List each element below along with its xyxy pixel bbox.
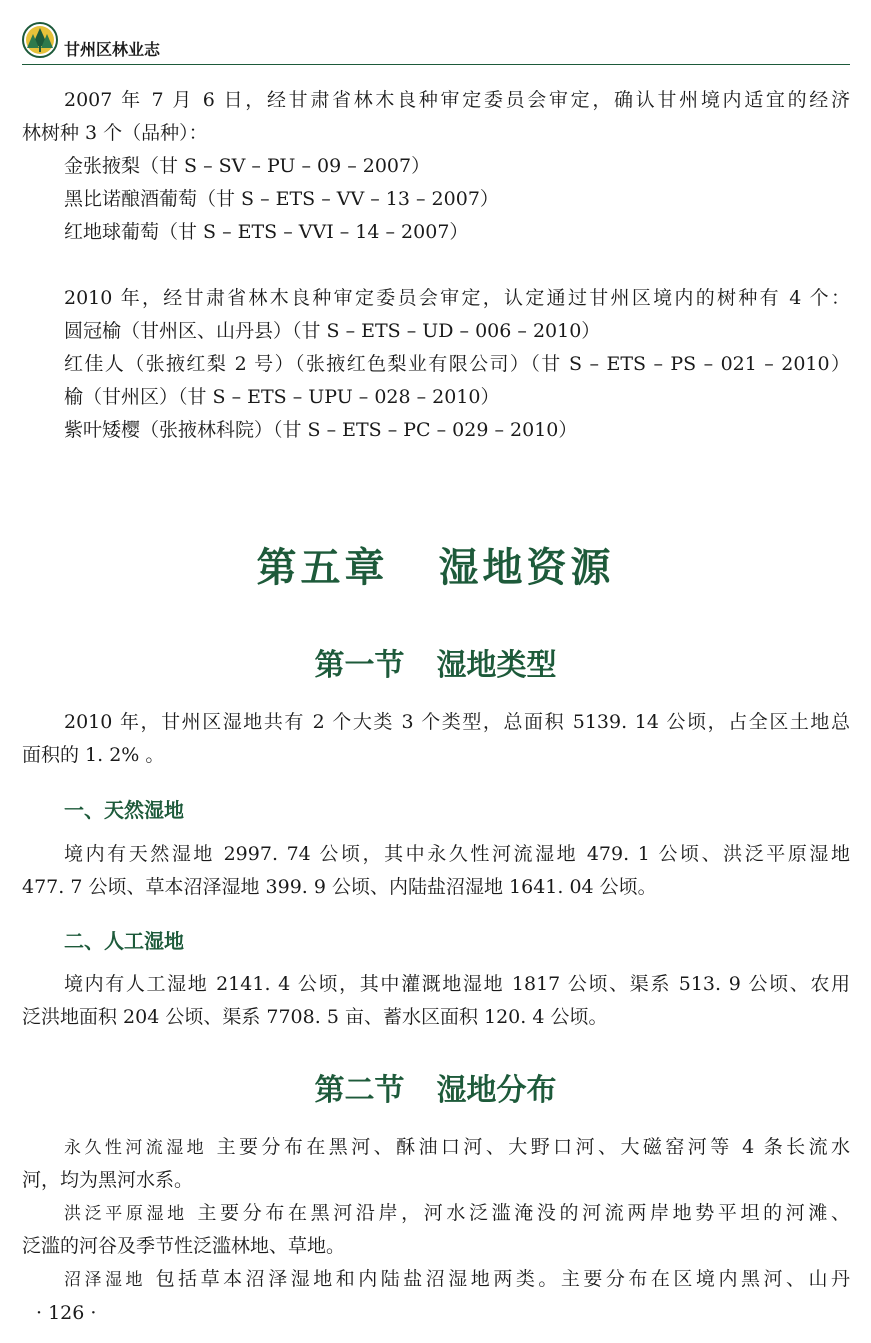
chapter-number: 第五章 (256, 545, 389, 591)
section-title: 湿地分布 (436, 1073, 557, 1108)
paragraph-line: 林树种 3 个（品种）： (22, 122, 208, 144)
section-number: 第二节 (314, 1073, 405, 1108)
term-label: 永久性河流湿地 (64, 1138, 208, 1158)
paragraph-line: 泛滥的河谷及季节性泛滥林地、草地。 (22, 1235, 346, 1257)
list-item: 圆冠榆（甘州区、山丹县）（甘 S – ETS – UD – 006 – 2010） (64, 320, 601, 342)
forest-logo-icon (22, 22, 58, 58)
paragraph-line: 境内有人工湿地 2141. 4 公顷，其中灌溉地湿地 1817 公顷、渠系 513. 9 公顷、农用 (64, 973, 850, 995)
term-text: 主要分布在黑河沿岸，河水泛滥淹没的河流两岸地势平坦的河滩、 (197, 1202, 850, 1224)
section-heading (0, 640, 871, 684)
paragraph-line: 泛洪地面积 204 公顷、渠系 7708. 5 亩、蓄水区面积 120. 4 公顷。 (22, 1006, 608, 1028)
list-item: 红佳人（张掖红梨 2 号）（张掖红色梨业有限公司）（甘 S – ETS – PS – 021 – 2010） (64, 353, 850, 375)
paragraph-line: 面积的 1. 2% 。 (22, 744, 165, 766)
paragraph-line: 2007 年 7 月 6 日，经甘肃省林木良种审定委员会审定，确认甘州境内适宜的经济 (64, 89, 850, 111)
header-title: 甘州区林业志 (64, 40, 161, 59)
paragraph-line: 2010 年，经甘肃省林木良种审定委员会审定，认定通过甘州区境内的树种有 4 个： (64, 287, 850, 309)
paragraph-line: 477. 7 公顷、草本沼泽湿地 399. 9 公顷、内陆盐沼湿地 1641. 04 公顷。 (22, 876, 657, 898)
chapter-heading (0, 536, 871, 593)
term-text: 包括草本沼泽湿地和内陆盐沼湿地两类。主要分布在区境内黑河、山丹 (155, 1268, 851, 1290)
chapter-title: 湿地资源 (438, 545, 615, 591)
subheading: 二、人工湿地 (64, 929, 184, 953)
list-item: 黑比诺酿酒葡萄（甘 S – ETS – VV – 13 – 2007） (64, 188, 499, 210)
term-text: 主要分布在黑河、酥油口河、大野口河、大磁窑河等 4 条长流水 (216, 1136, 851, 1158)
paragraph-line: 河，均为黑河水系。 (22, 1169, 194, 1191)
paragraph-line: 境内有天然湿地 2997. 74 公顷，其中永久性河流湿地 479. 1 公顷、洪泛平原湿地 (64, 843, 850, 865)
subheading: 一、天然湿地 (64, 798, 184, 822)
list-item: 紫叶矮樱（张掖林科院）（甘 S – ETS – PC – 029 – 2010） (64, 419, 578, 441)
paragraph-line (64, 1138, 850, 1157)
section-number: 第一节 (314, 648, 405, 683)
term-label: 洪泛平原湿地 (64, 1204, 188, 1224)
paragraph-line: 2010 年，甘州区湿地共有 2 个大类 3 个类型，总面积 5139. 14 公顷，占全区土地总 (64, 711, 850, 733)
term-label: 沼泽湿地 (64, 1270, 147, 1290)
list-item: 榆（甘州区）（甘 S – ETS – UPU – 028 – 2010） (64, 386, 500, 408)
running-header (22, 22, 850, 65)
page-number: · 126 · (36, 1302, 97, 1324)
list-item: 红地球葡萄（甘 S – ETS – VVI – 14 – 2007） (64, 221, 469, 243)
list-item: 金张掖梨（甘 S – SV – PU – 09 – 2007） (64, 155, 431, 177)
section-title: 湿地类型 (436, 648, 557, 683)
paragraph-line (64, 1270, 850, 1289)
paragraph-line (64, 1204, 850, 1223)
section-heading (0, 1065, 871, 1109)
